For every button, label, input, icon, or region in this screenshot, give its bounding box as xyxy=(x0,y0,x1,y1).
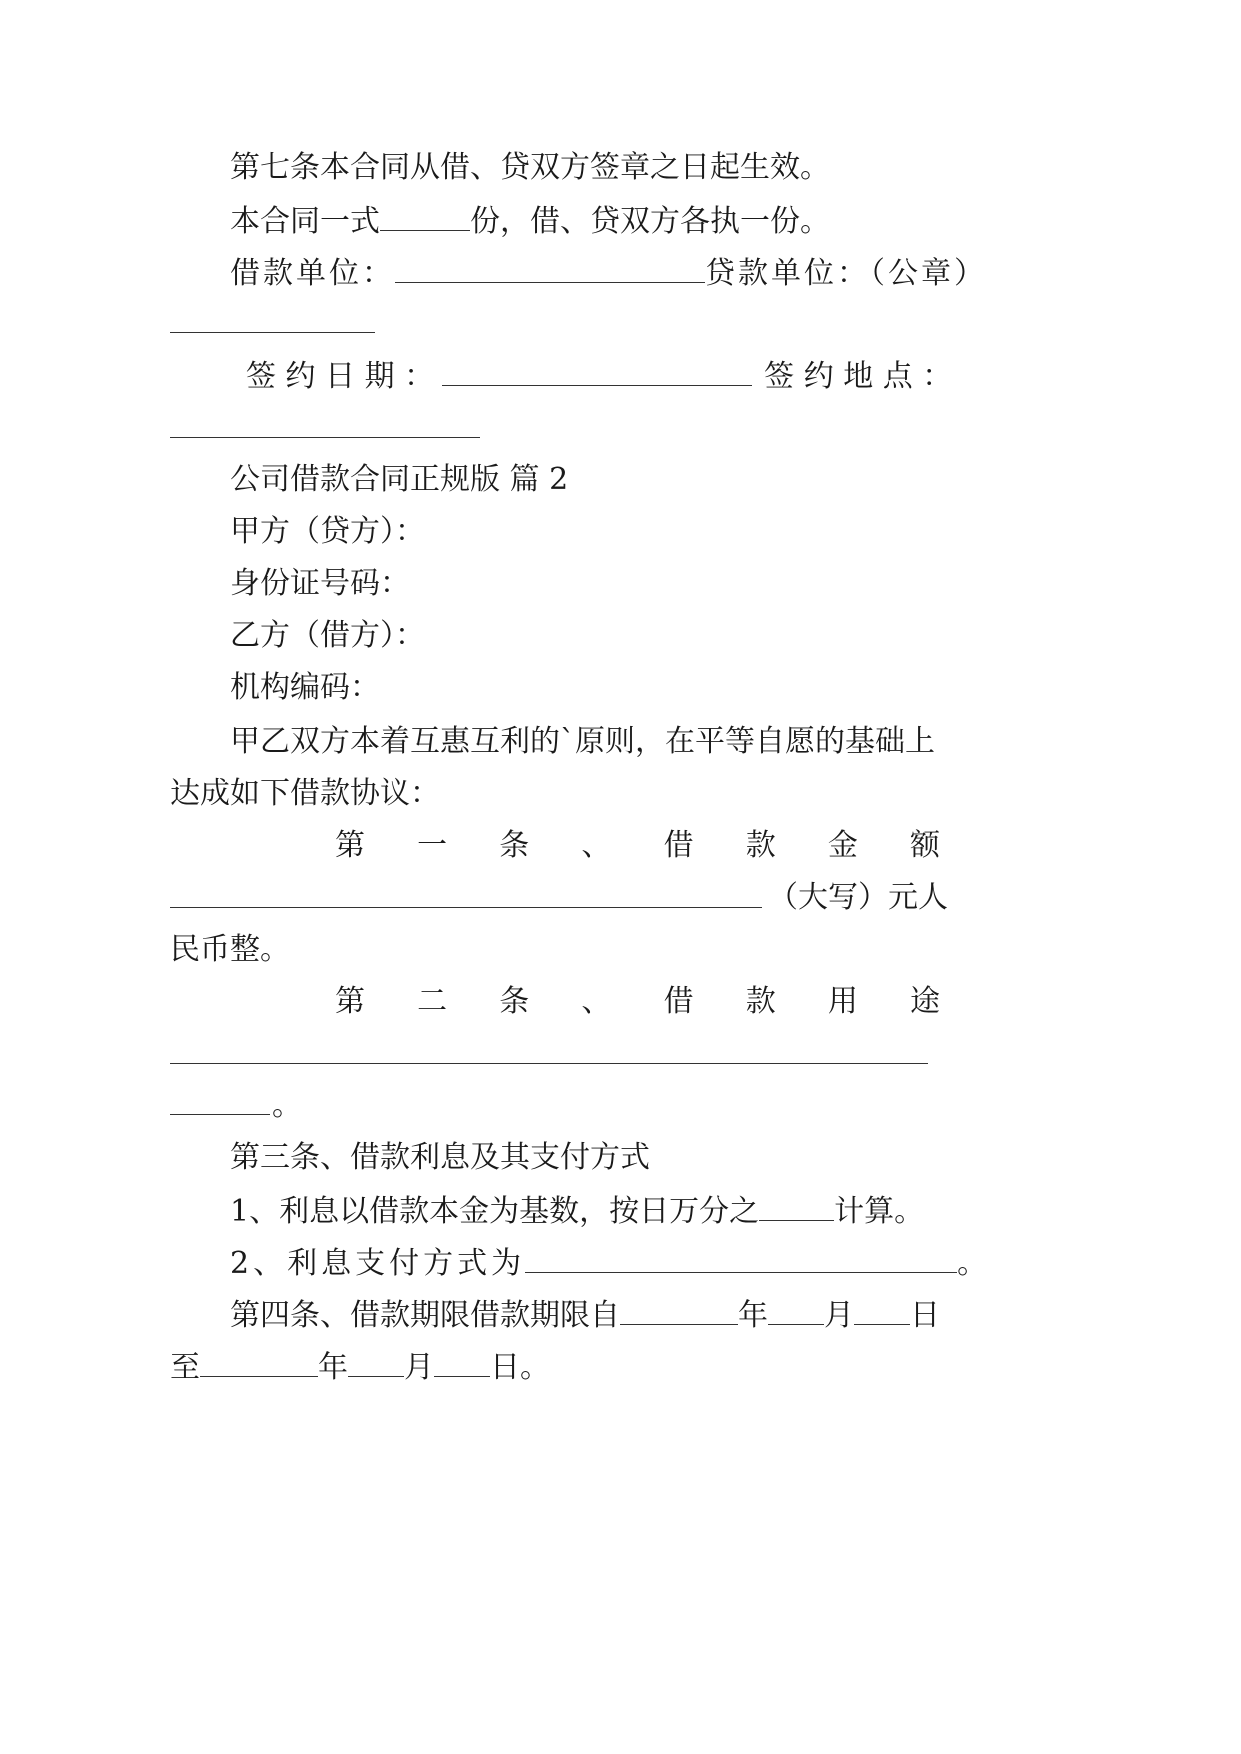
month-label: 月 xyxy=(824,1298,854,1333)
a1-char: 一 xyxy=(417,828,448,863)
party-a-label: 甲方（贷方）： xyxy=(230,514,425,549)
end-day-label: 日。 xyxy=(490,1350,550,1385)
to-label: 至 xyxy=(170,1350,200,1385)
interest-rate-line xyxy=(230,1190,924,1232)
party-b-label: 乙方（借方）： xyxy=(230,618,425,653)
interest-payment-blank[interactable] xyxy=(525,1242,957,1273)
a1-char: 额 xyxy=(909,828,940,863)
interest-rate-label: 1、利息以借款本金为基数，按日万分之 xyxy=(230,1194,760,1229)
article-2-heading xyxy=(335,982,940,1022)
article-3-heading: 第三条、借款利息及其支付方式 xyxy=(230,1140,650,1175)
lender-unit-blank[interactable] xyxy=(170,332,375,333)
interest-rate-blank[interactable] xyxy=(759,1190,834,1221)
borrower-unit-blank[interactable] xyxy=(395,252,705,283)
copies-blank[interactable] xyxy=(380,200,470,231)
interest-payment-label: 2、利息支付方式为 xyxy=(230,1246,526,1281)
a1-char: 条 xyxy=(499,828,530,863)
loan-purpose-blank[interactable] xyxy=(170,1063,928,1064)
sign-place-label: 签 约 地 点 ： xyxy=(764,359,953,394)
a1-char: 借 xyxy=(663,828,694,863)
org-code-label: 机构编码： xyxy=(230,670,380,705)
sign-date-label: 签 约 日 期 ： xyxy=(246,359,435,394)
year-label: 年 xyxy=(738,1298,768,1333)
term-end-line xyxy=(170,1346,550,1388)
copies-tail: 份，借、贷双方各执一份。 xyxy=(470,204,830,239)
sign-date-blank[interactable] xyxy=(442,355,752,386)
a2-char: 、 xyxy=(581,984,612,1019)
a2-char: 款 xyxy=(745,984,776,1019)
a1-char: 金 xyxy=(827,828,858,863)
day-label: 日 xyxy=(910,1298,940,1333)
lender-unit-label: 贷款单位：（公章） xyxy=(705,256,987,291)
sign-date-line xyxy=(246,355,952,397)
a2-char: 第 xyxy=(335,984,365,1019)
interest-payment-end: 。 xyxy=(957,1246,992,1281)
a2-char: 用 xyxy=(827,984,858,1019)
amount-end: 民币整。 xyxy=(170,932,290,967)
purpose-end: 。 xyxy=(272,1088,302,1123)
a2-char: 条 xyxy=(499,984,530,1019)
start-month-blank[interactable] xyxy=(768,1294,824,1325)
article-7-text: 第七条本合同从借、贷双方签章之日起生效。 xyxy=(230,150,830,185)
a2-char: 借 xyxy=(663,984,694,1019)
article-1-heading xyxy=(335,826,940,866)
section-heading: 公司借款合同正规版 篇 2 xyxy=(230,462,569,497)
intro-line-2: 达成如下借款协议： xyxy=(170,776,440,811)
term-line xyxy=(230,1294,940,1336)
end-month-blank[interactable] xyxy=(348,1346,404,1377)
a1-char: 款 xyxy=(745,828,776,863)
start-year-blank[interactable] xyxy=(620,1294,738,1325)
a1-char: 、 xyxy=(581,828,612,863)
units-line xyxy=(230,252,987,294)
end-month-label: 月 xyxy=(404,1350,434,1385)
end-year-label: 年 xyxy=(318,1350,348,1385)
start-day-blank[interactable] xyxy=(854,1294,910,1325)
end-day-blank[interactable] xyxy=(434,1346,490,1377)
interest-rate-tail: 计算。 xyxy=(834,1194,925,1229)
id-number-label: 身份证号码： xyxy=(230,566,410,601)
interest-payment-line xyxy=(230,1242,991,1284)
copies-label: 本合同一式 xyxy=(230,204,380,239)
term-label: 第四条、借款期限借款期限自 xyxy=(230,1298,620,1333)
loan-purpose-blank-2[interactable] xyxy=(170,1114,270,1115)
end-year-blank[interactable] xyxy=(200,1346,318,1377)
a2-char: 途 xyxy=(909,984,940,1019)
copies-line xyxy=(230,200,830,242)
intro-line-1: 甲乙双方本着互惠互利的`原则，在平等自愿的基础上 xyxy=(230,724,935,759)
amount-tail: （大写）元人 xyxy=(768,880,948,915)
borrower-unit-label: 借款单位： xyxy=(230,256,395,291)
loan-amount-blank[interactable] xyxy=(170,907,762,908)
a1-char: 第 xyxy=(335,828,365,863)
sign-place-blank[interactable] xyxy=(170,437,480,438)
a2-char: 二 xyxy=(417,984,448,1019)
